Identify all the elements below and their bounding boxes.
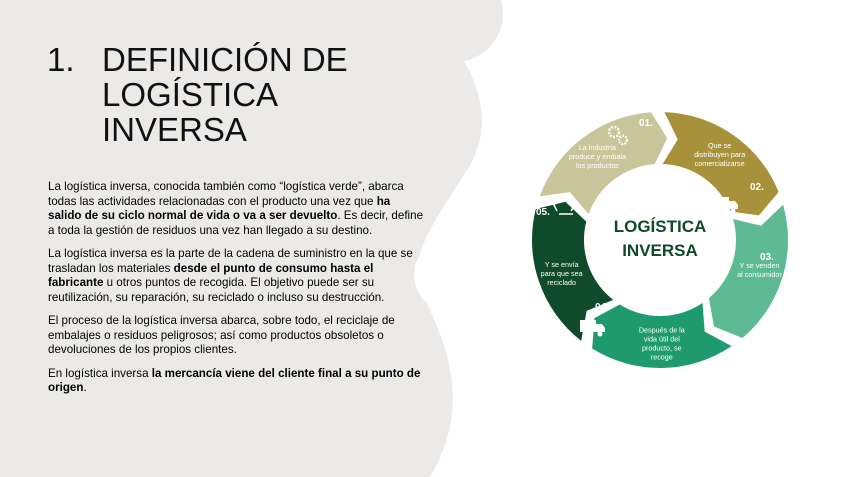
center-label: INVERSA	[622, 241, 698, 260]
center-circle	[590, 170, 730, 310]
cycle-step-line: reciclado	[547, 277, 577, 287]
center-label: LOGÍSTICA	[613, 217, 707, 236]
step-number-5: 05.	[536, 207, 550, 218]
text-run: En logística inversa	[48, 366, 152, 380]
step-number-3: 03.	[760, 252, 774, 263]
step-number-2: 02.	[750, 182, 764, 193]
paragraph-3	[48, 314, 426, 358]
step-number-1: 01.	[639, 118, 653, 129]
cycle-step-line: Y se venden	[739, 260, 780, 270]
title-number: 1.	[47, 41, 75, 78]
text-run: . Es decir, define a toda la gestión de residuos una vez han llegado a su destino.	[48, 209, 424, 237]
cycle-step-line: Y se envía	[544, 259, 579, 269]
paragraph-2	[48, 247, 426, 305]
cycle-step-line: vida útil del	[643, 334, 680, 344]
cycle-step-line: produce y embala	[568, 151, 626, 161]
text-run: u otros puntos de recogida. El objetivo puede ser su reutilización, su reparación, su reciclado o incluso su destrucción.	[48, 276, 385, 304]
step-number-4: 04.	[595, 302, 609, 313]
bold-text: desde el punto de consumo hasta el fabricante	[48, 261, 374, 289]
cycle-step-line: recoge	[650, 352, 673, 362]
cycle-step-line: para que sea	[540, 268, 583, 278]
slide-title	[47, 42, 402, 147]
cycle-step-line: producto, se	[642, 343, 682, 353]
text-run: La logística inversa es la parte de la cadena de suministro en la que se trasladan los materiales	[48, 247, 413, 275]
cycle-step-line: Que se	[708, 140, 732, 150]
cycle-step-line: Después de la	[638, 325, 685, 335]
cycle-step-line: al consumidor	[737, 269, 782, 279]
paragraph-1	[48, 180, 426, 238]
text-run: La logística inversa, conocida también como “logística verde”, abarca todas las actividades relacionadas con el producto una vez que	[48, 180, 404, 208]
cycle-step-line: los productos	[576, 160, 619, 170]
cycle-step-line: La industria	[578, 142, 616, 152]
body-text	[48, 180, 426, 405]
text-run: .	[83, 381, 87, 394]
paragraph-4	[48, 367, 426, 396]
cycle-step-text	[737, 261, 782, 279]
reverse-logistics-cycle	[530, 110, 790, 370]
bold-text: ha salido de su ciclo normal de vida o va a ser devuelto	[48, 194, 391, 222]
cycle-step-line: distribuyen para	[694, 149, 746, 159]
bold-text: la mercancía viene del cliente final a su punto de origen	[48, 366, 421, 394]
cycle-step-line: comercializarse	[694, 158, 745, 168]
text-run: El proceso de la logística inversa abarca, sobre todo, el reciclaje de embalajes o residuos peligrosos; así como productos obsoletos o devoluciones de los propios clientes.	[48, 314, 395, 356]
title-text: DEFINICIÓN DE LOGÍSTICA INVERSA	[102, 41, 348, 148]
